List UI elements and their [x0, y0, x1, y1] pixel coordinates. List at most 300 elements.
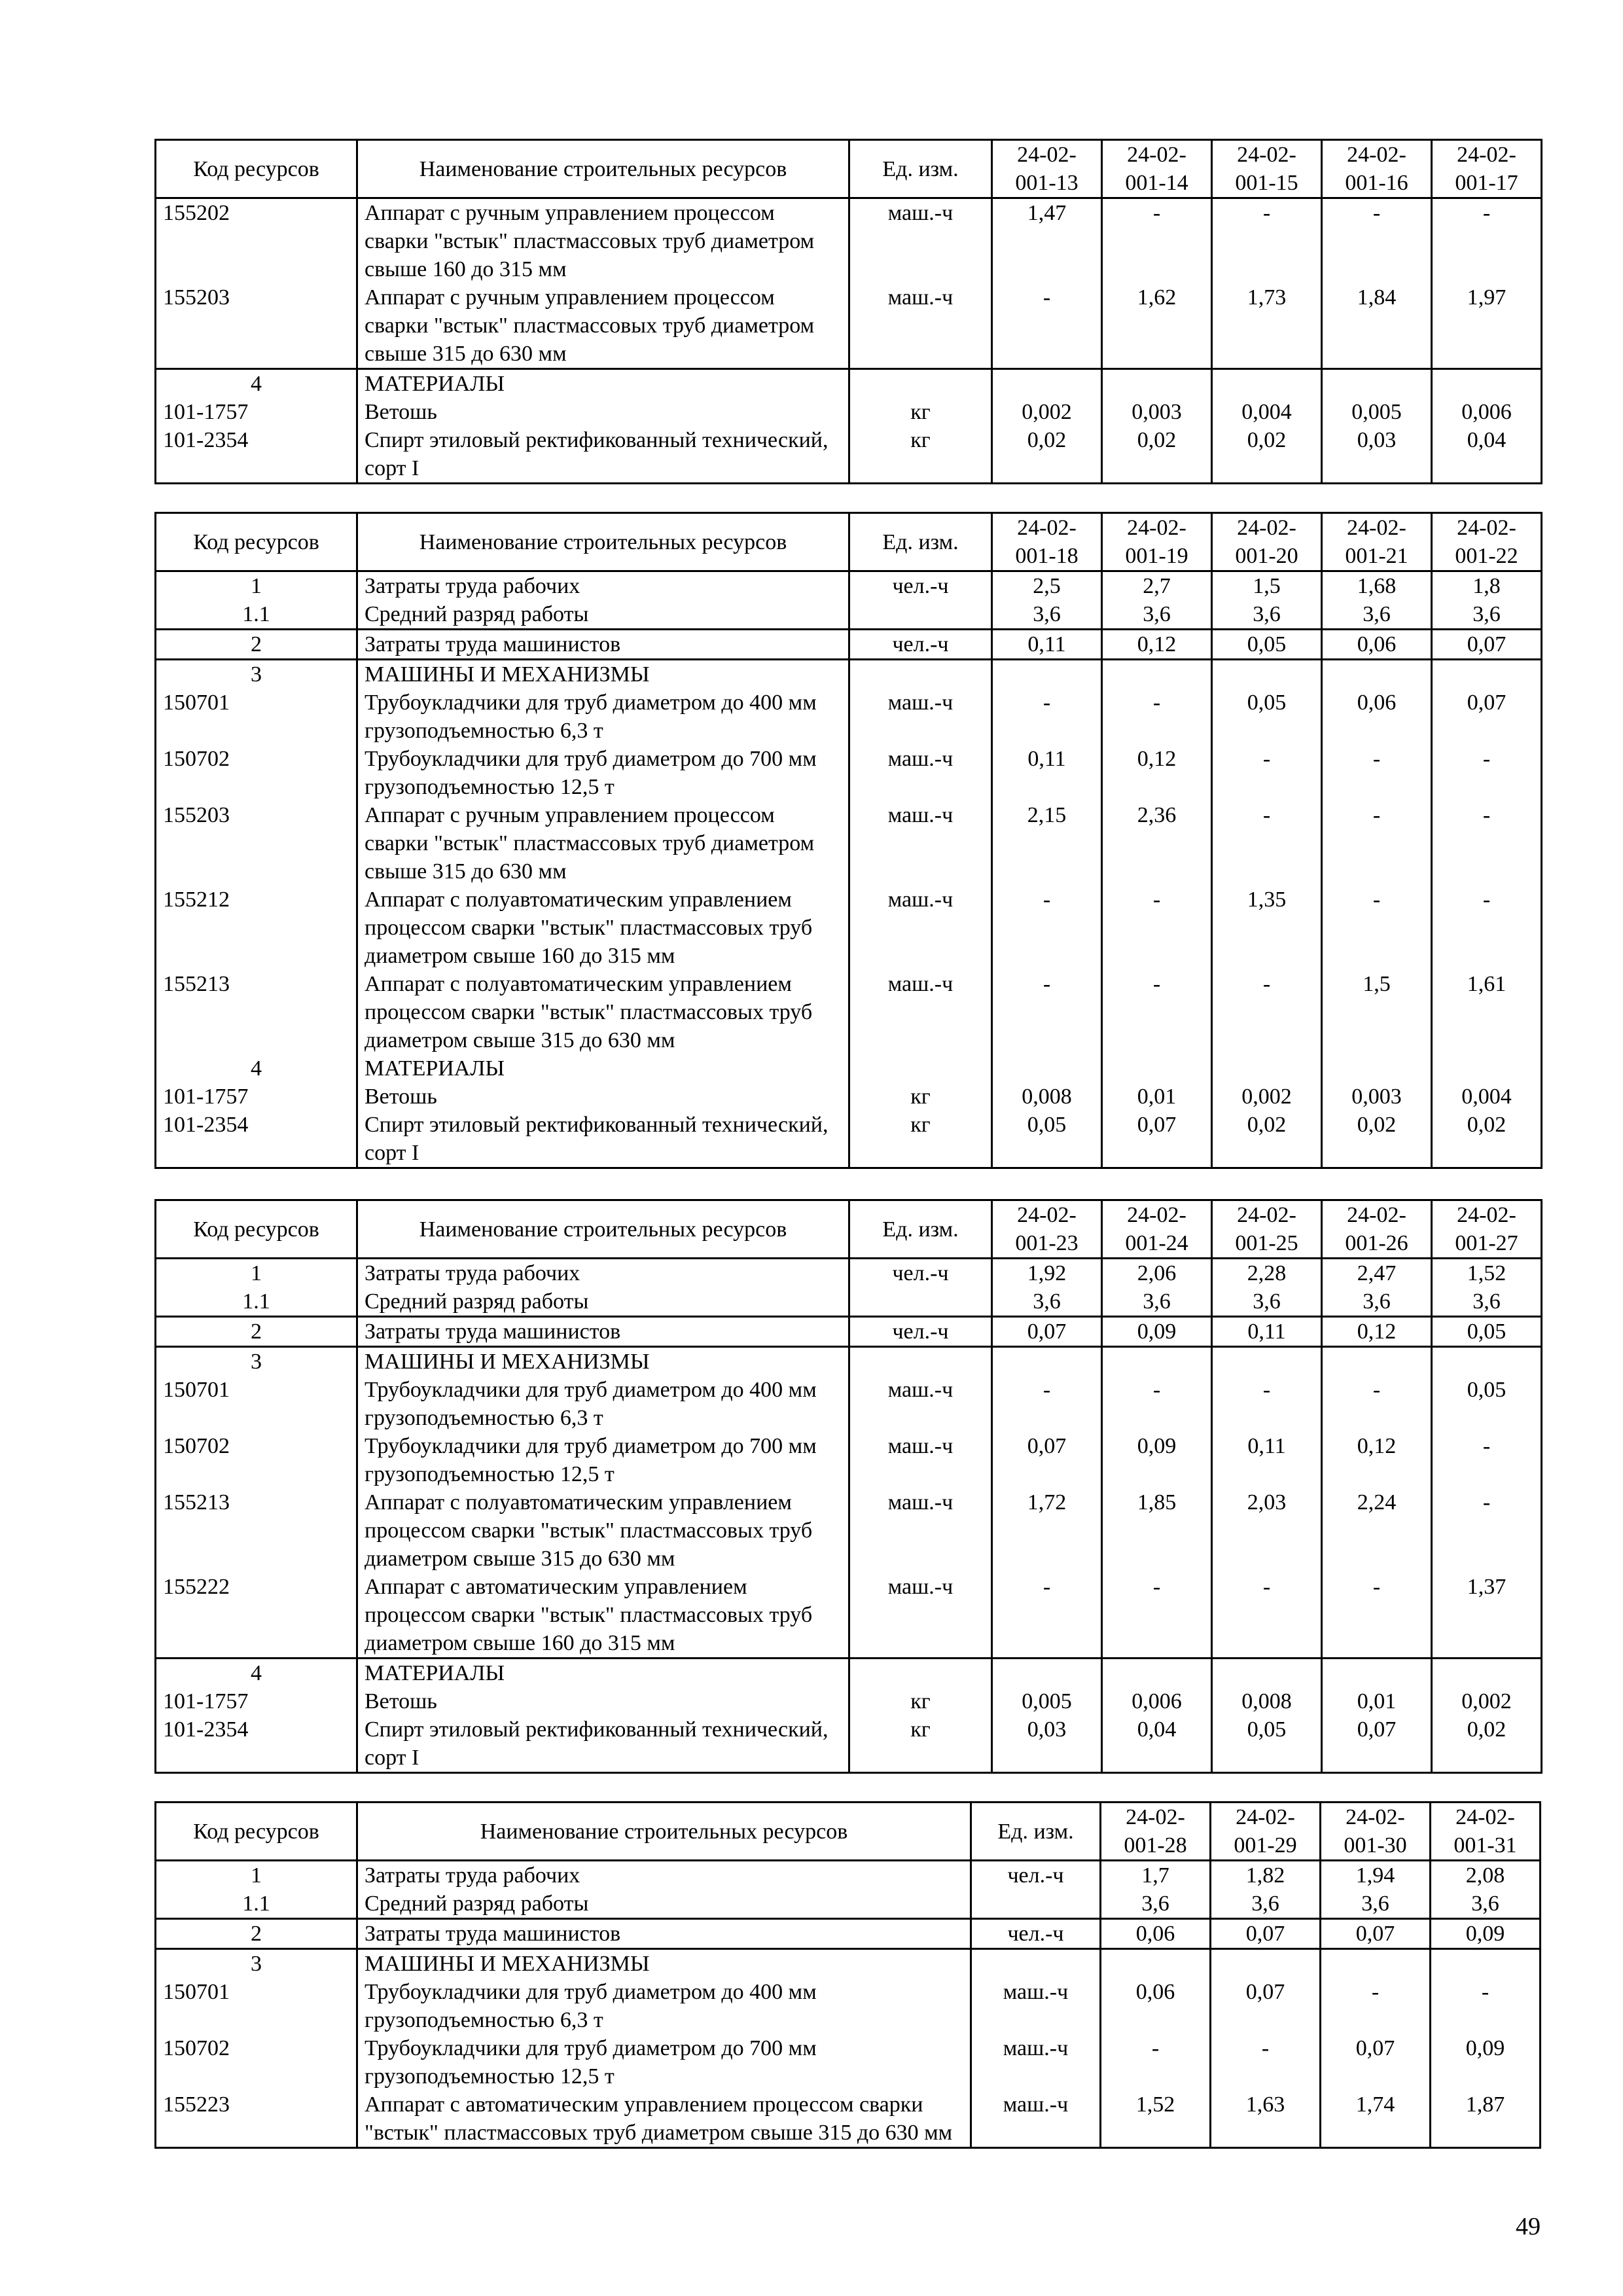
resource-value: 0,06 — [1101, 1978, 1211, 2034]
resource-value: 2,08 — [1431, 1861, 1541, 1890]
resource-name: Аппарат с ручным управлением процессом сварки "встык" пластмассовых труб диаметром свыше 315 до 630 мм — [357, 283, 849, 369]
header-norm-column: 24-02-001-19 — [1102, 513, 1212, 571]
resource-unit: маш.-ч — [849, 801, 992, 886]
table-header-row — [156, 1803, 1541, 1861]
resource-value: 3,6 — [1102, 1287, 1212, 1317]
resource-name: Затраты труда машинистов — [357, 1919, 971, 1949]
resource-value: - — [1322, 801, 1432, 886]
table-row-group — [156, 1259, 1542, 1317]
resource-name: Аппарат с полуавтоматическим управлением процессом сварки "встык" пластмассовых труб диаметром свыше 315 до 630 мм — [357, 1488, 849, 1573]
resource-value: 0,05 — [1432, 1317, 1542, 1347]
resource-value — [1212, 1659, 1322, 1688]
resource-value: 0,07 — [1321, 1919, 1431, 1949]
resource-code: 1.1 — [156, 600, 357, 630]
resource-value: 1,47 — [992, 198, 1102, 284]
resource-value: - — [992, 970, 1102, 1054]
resource-value: - — [1322, 1573, 1432, 1659]
resource-code: 101-1757 — [156, 1083, 357, 1111]
resource-value: 1,87 — [1431, 2090, 1541, 2148]
resource-name: МАШИНЫ И МЕХАНИЗМЫ — [357, 1347, 849, 1376]
header-unit: Ед. изм. — [849, 1200, 992, 1259]
resource-code: 1 — [156, 1861, 357, 1890]
resource-name: МАТЕРИАЛЫ — [357, 1054, 849, 1083]
resource-value: 0,05 — [1212, 1715, 1322, 1773]
resource-value: 1,52 — [1432, 1259, 1542, 1288]
resource-value: 0,004 — [1432, 1083, 1542, 1111]
table-row — [156, 1890, 1541, 1919]
resource-unit: чел.-ч — [849, 1317, 992, 1347]
resource-value: 0,01 — [1102, 1083, 1212, 1111]
resource-value: 3,6 — [1322, 600, 1432, 630]
resource-value: 0,07 — [1211, 1919, 1321, 1949]
table-row — [156, 1861, 1541, 1890]
table-row-group — [156, 1659, 1542, 1773]
resource-value — [1322, 1347, 1432, 1376]
resource-name: Ветошь — [357, 398, 849, 426]
resource-value: 0,05 — [1212, 630, 1322, 660]
table-row — [156, 2034, 1541, 2090]
resource-value: 3,6 — [1431, 1890, 1541, 1919]
resource-name: Средний разряд работы — [357, 1890, 971, 1919]
resource-value — [1212, 369, 1322, 399]
resource-unit: кг — [849, 1687, 992, 1715]
resource-value: - — [1101, 2034, 1211, 2090]
resource-table-4 — [154, 1801, 1541, 2149]
resource-value: - — [1431, 1978, 1541, 2034]
resource-value: 0,11 — [1212, 1317, 1322, 1347]
table-row — [156, 2090, 1541, 2148]
resource-value: 0,01 — [1322, 1687, 1432, 1715]
resource-value — [1432, 369, 1542, 399]
resource-value: 1,84 — [1322, 283, 1432, 369]
resource-unit: кг — [849, 1111, 992, 1168]
resource-value: 0,002 — [1432, 1687, 1542, 1715]
table-row — [156, 1978, 1541, 2034]
resource-code: 1 — [156, 571, 357, 601]
table-row — [156, 1919, 1541, 1949]
resource-name: Аппарат с ручным управлением процессом сварки "встык" пластмассовых труб диаметром свыше 315 до 630 мм — [357, 801, 849, 886]
resource-value: 3,6 — [1322, 1287, 1432, 1317]
resource-value: 0,09 — [1102, 1432, 1212, 1488]
table-row — [156, 630, 1542, 660]
resource-value: 3,6 — [1321, 1890, 1431, 1919]
header-code: Код ресурсов — [156, 140, 357, 198]
resource-value: - — [1102, 1376, 1212, 1432]
resource-name: Ветошь — [357, 1083, 849, 1111]
table-row — [156, 1573, 1542, 1659]
resource-unit: маш.-ч — [971, 1978, 1101, 2034]
resource-unit: маш.-ч — [849, 283, 992, 369]
resource-value: - — [992, 1376, 1102, 1432]
resource-value — [1212, 1054, 1322, 1083]
resource-value: 0,03 — [992, 1715, 1102, 1773]
resource-value: 0,05 — [1432, 1376, 1542, 1432]
resource-code: 155213 — [156, 970, 357, 1054]
resource-value: 0,04 — [1432, 426, 1542, 484]
header-norm-column: 24-02-001-29 — [1211, 1803, 1321, 1861]
resource-value: 1,8 — [1432, 571, 1542, 601]
table-row — [156, 1376, 1542, 1432]
header-norm-column: 24-02-001-22 — [1432, 513, 1542, 571]
table-row-group — [156, 198, 1542, 369]
resource-value: - — [1212, 970, 1322, 1054]
resource-value: 3,6 — [1432, 1287, 1542, 1317]
resource-value — [1102, 660, 1212, 689]
table-row — [156, 426, 1542, 484]
resource-value: 1,74 — [1321, 2090, 1431, 2148]
resource-value: 1,52 — [1101, 2090, 1211, 2148]
resource-name: Затраты труда машинистов — [357, 1317, 849, 1347]
table-row — [156, 398, 1542, 426]
resource-code: 1.1 — [156, 1287, 357, 1317]
resource-value: 2,5 — [992, 571, 1102, 601]
table-row — [156, 1083, 1542, 1111]
resource-value: - — [1212, 1376, 1322, 1432]
resource-value: 0,002 — [992, 398, 1102, 426]
resource-value: 1,85 — [1102, 1488, 1212, 1573]
resource-code: 150701 — [156, 1978, 357, 2034]
table-row — [156, 283, 1542, 369]
table-row — [156, 886, 1542, 970]
resource-value: 0,02 — [1212, 1111, 1322, 1168]
resource-value: 0,04 — [1102, 1715, 1212, 1773]
resource-value — [1102, 1347, 1212, 1376]
resource-code: 150702 — [156, 1432, 357, 1488]
table-row — [156, 600, 1542, 630]
resource-value: 0,11 — [1212, 1432, 1322, 1488]
resource-code: 155213 — [156, 1488, 357, 1573]
resource-value: 0,003 — [1322, 1083, 1432, 1111]
table-row-group — [156, 1317, 1542, 1347]
table-row — [156, 970, 1542, 1054]
resource-value — [992, 1659, 1102, 1688]
resource-code: 101-1757 — [156, 1687, 357, 1715]
table-row — [156, 801, 1542, 886]
resource-code: 155223 — [156, 2090, 357, 2148]
resource-name: Трубоукладчики для труб диаметром до 400 мм грузоподъемностью 6,3 т — [357, 689, 849, 745]
header-norm-column: 24-02-001-18 — [992, 513, 1102, 571]
header-code: Код ресурсов — [156, 1200, 357, 1259]
resource-name: МАТЕРИАЛЫ — [357, 369, 849, 399]
resource-value — [1432, 1347, 1542, 1376]
header-name: Наименование строительных ресурсов — [357, 1803, 971, 1861]
resource-table-2 — [154, 512, 1543, 1169]
resource-name: Спирт этиловый ректификованный технический, сорт I — [357, 1111, 849, 1168]
resource-name: Аппарат с ручным управлением процессом сварки "встык" пластмассовых труб диаметром свыше 160 до 315 мм — [357, 198, 849, 284]
resource-value — [992, 1054, 1102, 1083]
resource-value: 0,09 — [1102, 1317, 1212, 1347]
header-norm-column: 24-02-001-20 — [1212, 513, 1322, 571]
resource-unit: чел.-ч — [849, 571, 992, 601]
resource-value: 0,02 — [1432, 1111, 1542, 1168]
resource-name: МАШИНЫ И МЕХАНИЗМЫ — [357, 1949, 971, 1979]
resource-value: 0,07 — [1432, 689, 1542, 745]
resource-value — [992, 660, 1102, 689]
section-row — [156, 1054, 1542, 1083]
resource-value: 2,28 — [1212, 1259, 1322, 1288]
resource-name: Затраты труда рабочих — [357, 1259, 849, 1288]
section-row — [156, 369, 1542, 399]
resource-name: МАШИНЫ И МЕХАНИЗМЫ — [357, 660, 849, 689]
header-norm-column: 24-02-001-15 — [1212, 140, 1322, 198]
resource-code: 155203 — [156, 801, 357, 886]
resource-code: 155222 — [156, 1573, 357, 1659]
resource-name: Спирт этиловый ректификованный технический, сорт I — [357, 426, 849, 484]
resource-value: 1,35 — [1212, 886, 1322, 970]
resource-value: 0,03 — [1322, 426, 1432, 484]
resource-value: - — [992, 283, 1102, 369]
resource-unit — [849, 600, 992, 630]
header-unit: Ед. изм. — [849, 513, 992, 571]
resource-value: 3,6 — [1211, 1890, 1321, 1919]
resource-value: 2,03 — [1212, 1488, 1322, 1573]
resource-name: Аппарат с полуавтоматическим управлением процессом сварки "встык" пластмассовых труб диаметром свыше 160 до 315 мм — [357, 886, 849, 970]
resource-code: 1.1 — [156, 1890, 357, 1919]
resource-name: Трубоукладчики для труб диаметром до 400 мм грузоподъемностью 6,3 т — [357, 1376, 849, 1432]
resource-value: 1,68 — [1322, 571, 1432, 601]
header-norm-column: 24-02-001-24 — [1102, 1200, 1212, 1259]
resource-value: - — [1432, 198, 1542, 284]
resource-name: Аппарат с автоматическим управлением процессом сварки "встык" пластмассовых труб диаметром свыше 315 до 630 мм — [357, 2090, 971, 2148]
resource-value: - — [1212, 1573, 1322, 1659]
resource-name: Средний разряд работы — [357, 600, 849, 630]
header-norm-column: 24-02-001-26 — [1322, 1200, 1432, 1259]
resource-code: 4 — [156, 369, 357, 399]
resource-value: 0,02 — [1432, 1715, 1542, 1773]
resource-value: 0,07 — [1211, 1978, 1321, 2034]
resource-unit: маш.-ч — [849, 1376, 992, 1432]
header-norm-column: 24-02-001-27 — [1432, 1200, 1542, 1259]
resource-unit: кг — [849, 1083, 992, 1111]
resource-name: Аппарат с полуавтоматическим управлением процессом сварки "встык" пластмассовых труб диаметром свыше 315 до 630 мм — [357, 970, 849, 1054]
header-norm-column: 24-02-001-31 — [1431, 1803, 1541, 1861]
resource-value — [1322, 369, 1432, 399]
resource-value: 0,02 — [1212, 426, 1322, 484]
resource-unit — [849, 369, 992, 399]
resource-value: - — [1212, 745, 1322, 801]
resource-name: Трубоукладчики для труб диаметром до 400 мм грузоподъемностью 6,3 т — [357, 1978, 971, 2034]
table-row-group — [156, 1949, 1541, 2148]
resource-code: 4 — [156, 1659, 357, 1688]
resource-unit: маш.-ч — [849, 886, 992, 970]
resource-code: 3 — [156, 1347, 357, 1376]
resource-value: 1,61 — [1432, 970, 1542, 1054]
header-unit: Ед. изм. — [971, 1803, 1101, 1861]
resource-value: - — [1432, 1488, 1542, 1573]
resource-value: 0,006 — [1432, 398, 1542, 426]
resource-value: - — [1432, 745, 1542, 801]
resource-value: 0,008 — [1212, 1687, 1322, 1715]
resource-unit — [849, 660, 992, 689]
resource-code: 150702 — [156, 745, 357, 801]
resource-value: 0,07 — [1432, 630, 1542, 660]
resource-value: 1,62 — [1102, 283, 1212, 369]
resource-value: 3,6 — [1101, 1890, 1211, 1919]
header-norm-column: 24-02-001-13 — [992, 140, 1102, 198]
table-row — [156, 1111, 1542, 1168]
resource-value: 0,005 — [1322, 398, 1432, 426]
resource-value: - — [1432, 1432, 1542, 1488]
resource-value: 0,06 — [1322, 630, 1432, 660]
resource-code: 155203 — [156, 283, 357, 369]
table-header-row — [156, 1200, 1542, 1259]
resource-code: 101-2354 — [156, 1111, 357, 1168]
resource-value — [1102, 1054, 1212, 1083]
resource-value: 1,72 — [992, 1488, 1102, 1573]
header-name: Наименование строительных ресурсов — [357, 140, 849, 198]
resource-value — [1101, 1949, 1211, 1979]
resource-value: 0,06 — [1322, 689, 1432, 745]
resource-value: - — [1102, 1573, 1212, 1659]
resource-value — [1102, 369, 1212, 399]
table-row — [156, 1488, 1542, 1573]
resource-code: 1 — [156, 1259, 357, 1288]
resource-unit: маш.-ч — [849, 198, 992, 284]
resource-value: 1,37 — [1432, 1573, 1542, 1659]
resource-value — [992, 1347, 1102, 1376]
resource-name: Затраты труда рабочих — [357, 571, 849, 601]
resource-code: 155202 — [156, 198, 357, 284]
resource-value: 0,006 — [1102, 1687, 1212, 1715]
resource-value: 0,09 — [1431, 2034, 1541, 2090]
resource-value — [992, 369, 1102, 399]
header-norm-column: 24-02-001-28 — [1101, 1803, 1211, 1861]
resource-unit: чел.-ч — [849, 1259, 992, 1288]
resource-value: - — [1102, 198, 1212, 284]
resource-value: 2,7 — [1102, 571, 1212, 601]
resource-value: 0,12 — [1102, 745, 1212, 801]
section-row — [156, 1949, 1541, 1979]
header-norm-column: 24-02-001-17 — [1432, 140, 1542, 198]
table-row — [156, 689, 1542, 745]
resource-value — [1212, 1347, 1322, 1376]
resource-value: - — [1322, 745, 1432, 801]
resource-code: 101-1757 — [156, 398, 357, 426]
resource-value: 2,36 — [1102, 801, 1212, 886]
header-code: Код ресурсов — [156, 513, 357, 571]
table-row-group — [156, 1861, 1541, 1919]
resource-name: Трубоукладчики для труб диаметром до 700 мм грузоподъемностью 12,5 т — [357, 745, 849, 801]
resource-value: 0,11 — [992, 745, 1102, 801]
resource-value: 0,02 — [1102, 426, 1212, 484]
resource-value: 0,07 — [992, 1317, 1102, 1347]
resource-value: 3,6 — [1102, 600, 1212, 630]
resource-unit: маш.-ч — [849, 745, 992, 801]
resource-value: 2,15 — [992, 801, 1102, 886]
resource-value: - — [1212, 801, 1322, 886]
table-row — [156, 198, 1542, 284]
page-number: 49 — [1516, 2213, 1541, 2240]
resource-value: 3,6 — [1212, 600, 1322, 630]
resource-unit — [849, 1287, 992, 1317]
resource-value: - — [1432, 886, 1542, 970]
resource-value: 1,97 — [1432, 283, 1542, 369]
table-row — [156, 1287, 1542, 1317]
resource-code: 2 — [156, 1919, 357, 1949]
resource-unit: кг — [849, 398, 992, 426]
resource-value: - — [1102, 886, 1212, 970]
header-name: Наименование строительных ресурсов — [357, 513, 849, 571]
table-row-group — [156, 630, 1542, 660]
resource-code: 2 — [156, 1317, 357, 1347]
resource-value: 2,06 — [1102, 1259, 1212, 1288]
resource-value: 0,002 — [1212, 1083, 1322, 1111]
header-norm-column: 24-02-001-14 — [1102, 140, 1212, 198]
table-row-group — [156, 1347, 1542, 1659]
resource-unit: маш.-ч — [849, 1432, 992, 1488]
resource-code: 3 — [156, 660, 357, 689]
resource-code: 150702 — [156, 2034, 357, 2090]
resource-unit: маш.-ч — [971, 2034, 1101, 2090]
resource-table-1 — [154, 139, 1543, 484]
resource-value: - — [1212, 198, 1322, 284]
resource-unit: чел.-ч — [849, 630, 992, 660]
resource-value: - — [1321, 1978, 1431, 2034]
header-name: Наименование строительных ресурсов — [357, 1200, 849, 1259]
table-row — [156, 745, 1542, 801]
resource-value: 0,11 — [992, 630, 1102, 660]
resource-name: Трубоукладчики для труб диаметром до 700 мм грузоподъемностью 12,5 т — [357, 2034, 971, 2090]
table-row — [156, 1317, 1542, 1347]
resource-value: 0,004 — [1212, 398, 1322, 426]
table-row-group — [156, 660, 1542, 1168]
resource-value: - — [1211, 2034, 1321, 2090]
header-norm-column: 24-02-001-23 — [992, 1200, 1102, 1259]
header-norm-column: 24-02-001-16 — [1322, 140, 1432, 198]
resource-value — [1321, 1949, 1431, 1979]
resource-name: Спирт этиловый ректификованный технический, сорт I — [357, 1715, 849, 1773]
section-row — [156, 1347, 1542, 1376]
resource-unit — [849, 1347, 992, 1376]
resource-value: - — [1102, 689, 1212, 745]
resource-value — [1432, 1659, 1542, 1688]
resource-table-3 — [154, 1199, 1543, 1774]
resource-value: 0,005 — [992, 1687, 1102, 1715]
header-norm-column: 24-02-001-25 — [1212, 1200, 1322, 1259]
resource-value: 0,05 — [1212, 689, 1322, 745]
resource-value: 0,07 — [1322, 1715, 1432, 1773]
header-code: Код ресурсов — [156, 1803, 357, 1861]
header-norm-column: 24-02-001-30 — [1321, 1803, 1431, 1861]
resource-value — [1102, 1659, 1212, 1688]
resource-name: Средний разряд работы — [357, 1287, 849, 1317]
resource-value: 1,73 — [1212, 283, 1322, 369]
resource-value: 0,06 — [1101, 1919, 1211, 1949]
resource-value: 3,6 — [1432, 600, 1542, 630]
resource-value: - — [1322, 886, 1432, 970]
resource-value: 0,05 — [992, 1111, 1102, 1168]
resource-value: 2,47 — [1322, 1259, 1432, 1288]
header-norm-column: 24-02-001-21 — [1322, 513, 1432, 571]
resource-value: - — [1432, 801, 1542, 886]
resource-value: 0,008 — [992, 1083, 1102, 1111]
resource-unit — [849, 1659, 992, 1688]
resource-unit: кг — [849, 426, 992, 484]
resource-code: 4 — [156, 1054, 357, 1083]
resource-value — [1432, 1054, 1542, 1083]
resource-unit: чел.-ч — [971, 1861, 1101, 1890]
resource-unit — [971, 1949, 1101, 1979]
resource-unit: чел.-ч — [971, 1919, 1101, 1949]
resource-code: 101-2354 — [156, 426, 357, 484]
resource-unit: маш.-ч — [849, 1488, 992, 1573]
table-row — [156, 571, 1542, 601]
resource-unit — [971, 1890, 1101, 1919]
resource-value: 0,003 — [1102, 398, 1212, 426]
resource-unit: кг — [849, 1715, 992, 1773]
resource-value: - — [1322, 198, 1432, 284]
resource-name: Ветошь — [357, 1687, 849, 1715]
